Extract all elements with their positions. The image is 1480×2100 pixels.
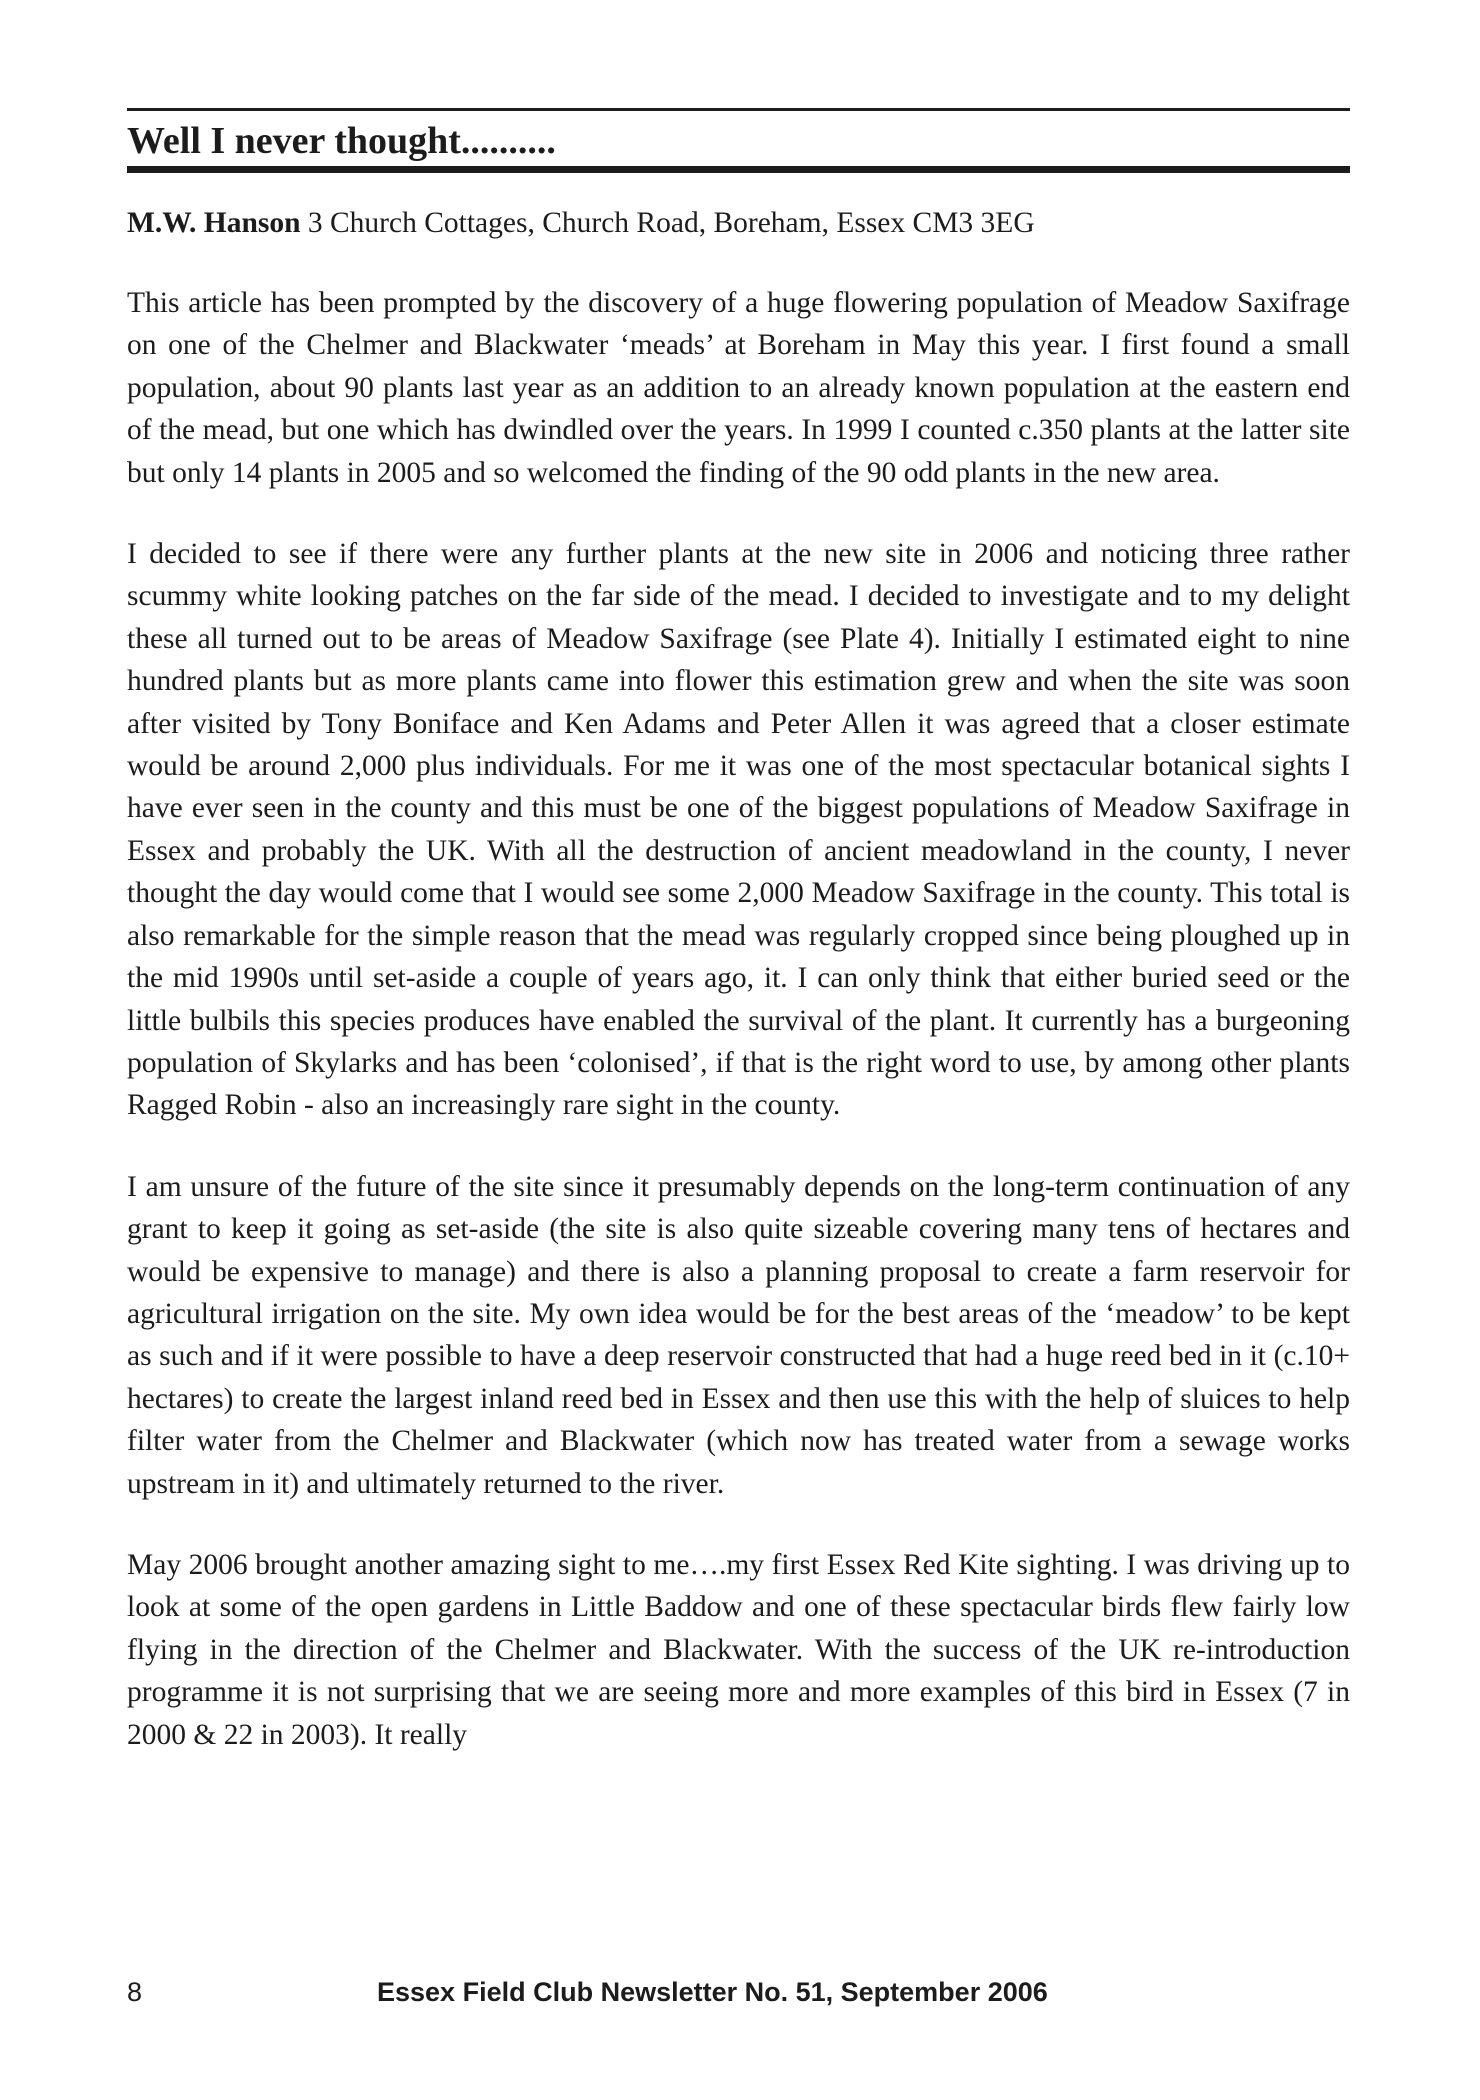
article (127, 108, 1350, 1756)
title-bottom-rule (127, 166, 1350, 173)
paragraph: This article has been prompted by the discovery of a huge flowering population of Meadow Saxifrage on one of the Chelmer and Blackwater ‘meads’ at Boreham in May this year. I first found a small population, about 90 plants last year as an addition to an already known population at the eastern end of the mead, but one which has dwindled over the years. In 1999 I counted c.350 plants at the latter site but only 14 plants in 2005 and so welcomed the finding of the 90 odd plants in the new area. (127, 287, 1350, 489)
paragraph: I am unsure of the future of the site since it presumably depends on the long-term continuation of any grant to keep it going as set-aside (the site is also quite sizeable covering many tens of hectares and would be expensive to manage) and there is also a planning proposal to create a farm reservoir for agricultural irrigation on the site. My own idea would be for the best areas of the ‘meadow’ to be kept as such and if it were possible to have a deep reservoir constructed that had a huge reed bed in it (c.10+ hectares) to create the largest inland reed bed in Essex and then use this with the help of sluices to help filter water from the Chelmer and Blackwater (which now has treated water from a sewage works upstream in it) and ultimately returned to the river. (127, 1170, 1350, 1500)
page-number: 8 (127, 1977, 143, 2007)
paragraph: I decided to see if there were any further plants at the new site in 2006 and noticing three rather scummy white looking patches on the far side of the mead. I decided to investigate and to my delight these all turned out to be areas of Meadow Saxifrage (see Plate 4). Initially I estimated eight to nine hundred plants but as more plants came into flower this estimation grew and when the site was soon after visited by Tony Boniface and Ken Adams and Peter Allen it was agreed that a closer estimate would be around 2,000 plus individuals. For me it was one of the most spectacular botanical sights I have ever seen in the county and this must be one of the biggest populations of Meadow Saxifrage in Essex and probably the UK. With all the destruction of ancient meadowland in the county, I never thought the day would come that I would see some 2,000 Meadow Saxifrage in the county. This total is also remarkable for the simple reason that the mead was regularly cropped since being ploughed up in the mid 1990s until set-aside a couple of years ago, it. I can only think that either buried seed or the little bulbils this species produces have enabled the survival of the plant. It currently has a burgeoning population of Skylarks and has been ‘colonised’, if that is the right word to use, by among other plants Ragged Robin - also an increasingly rare sight in the county. (127, 538, 1350, 1122)
author-address: 3 Church Cottages, Church Road, Boreham, Essex CM3 3EG (300, 207, 1035, 239)
article-title: Well I never thought.......... (127, 120, 556, 162)
author-byline (127, 203, 1350, 243)
page-footer (127, 1972, 1350, 2012)
author-name: M.W. Hanson (127, 207, 301, 239)
title-top-rule (127, 108, 1350, 111)
publication-title: Essex Field Club Newsletter No. 51, September 2006 (377, 1977, 1048, 2007)
paragraph: May 2006 brought another amazing sight to me….my first Essex Red Kite sighting. I was driving up to look at some of the open gardens in Little Baddow and one of these spectacular birds flew fairly low flying in the direction of the Chelmer and Blackwater. With the success of the UK re-introduction programme it is not surprising that we are seeing more and more examples of this bird in Essex (7 in 2000 & 22 in 2003). It really (127, 1548, 1350, 1751)
